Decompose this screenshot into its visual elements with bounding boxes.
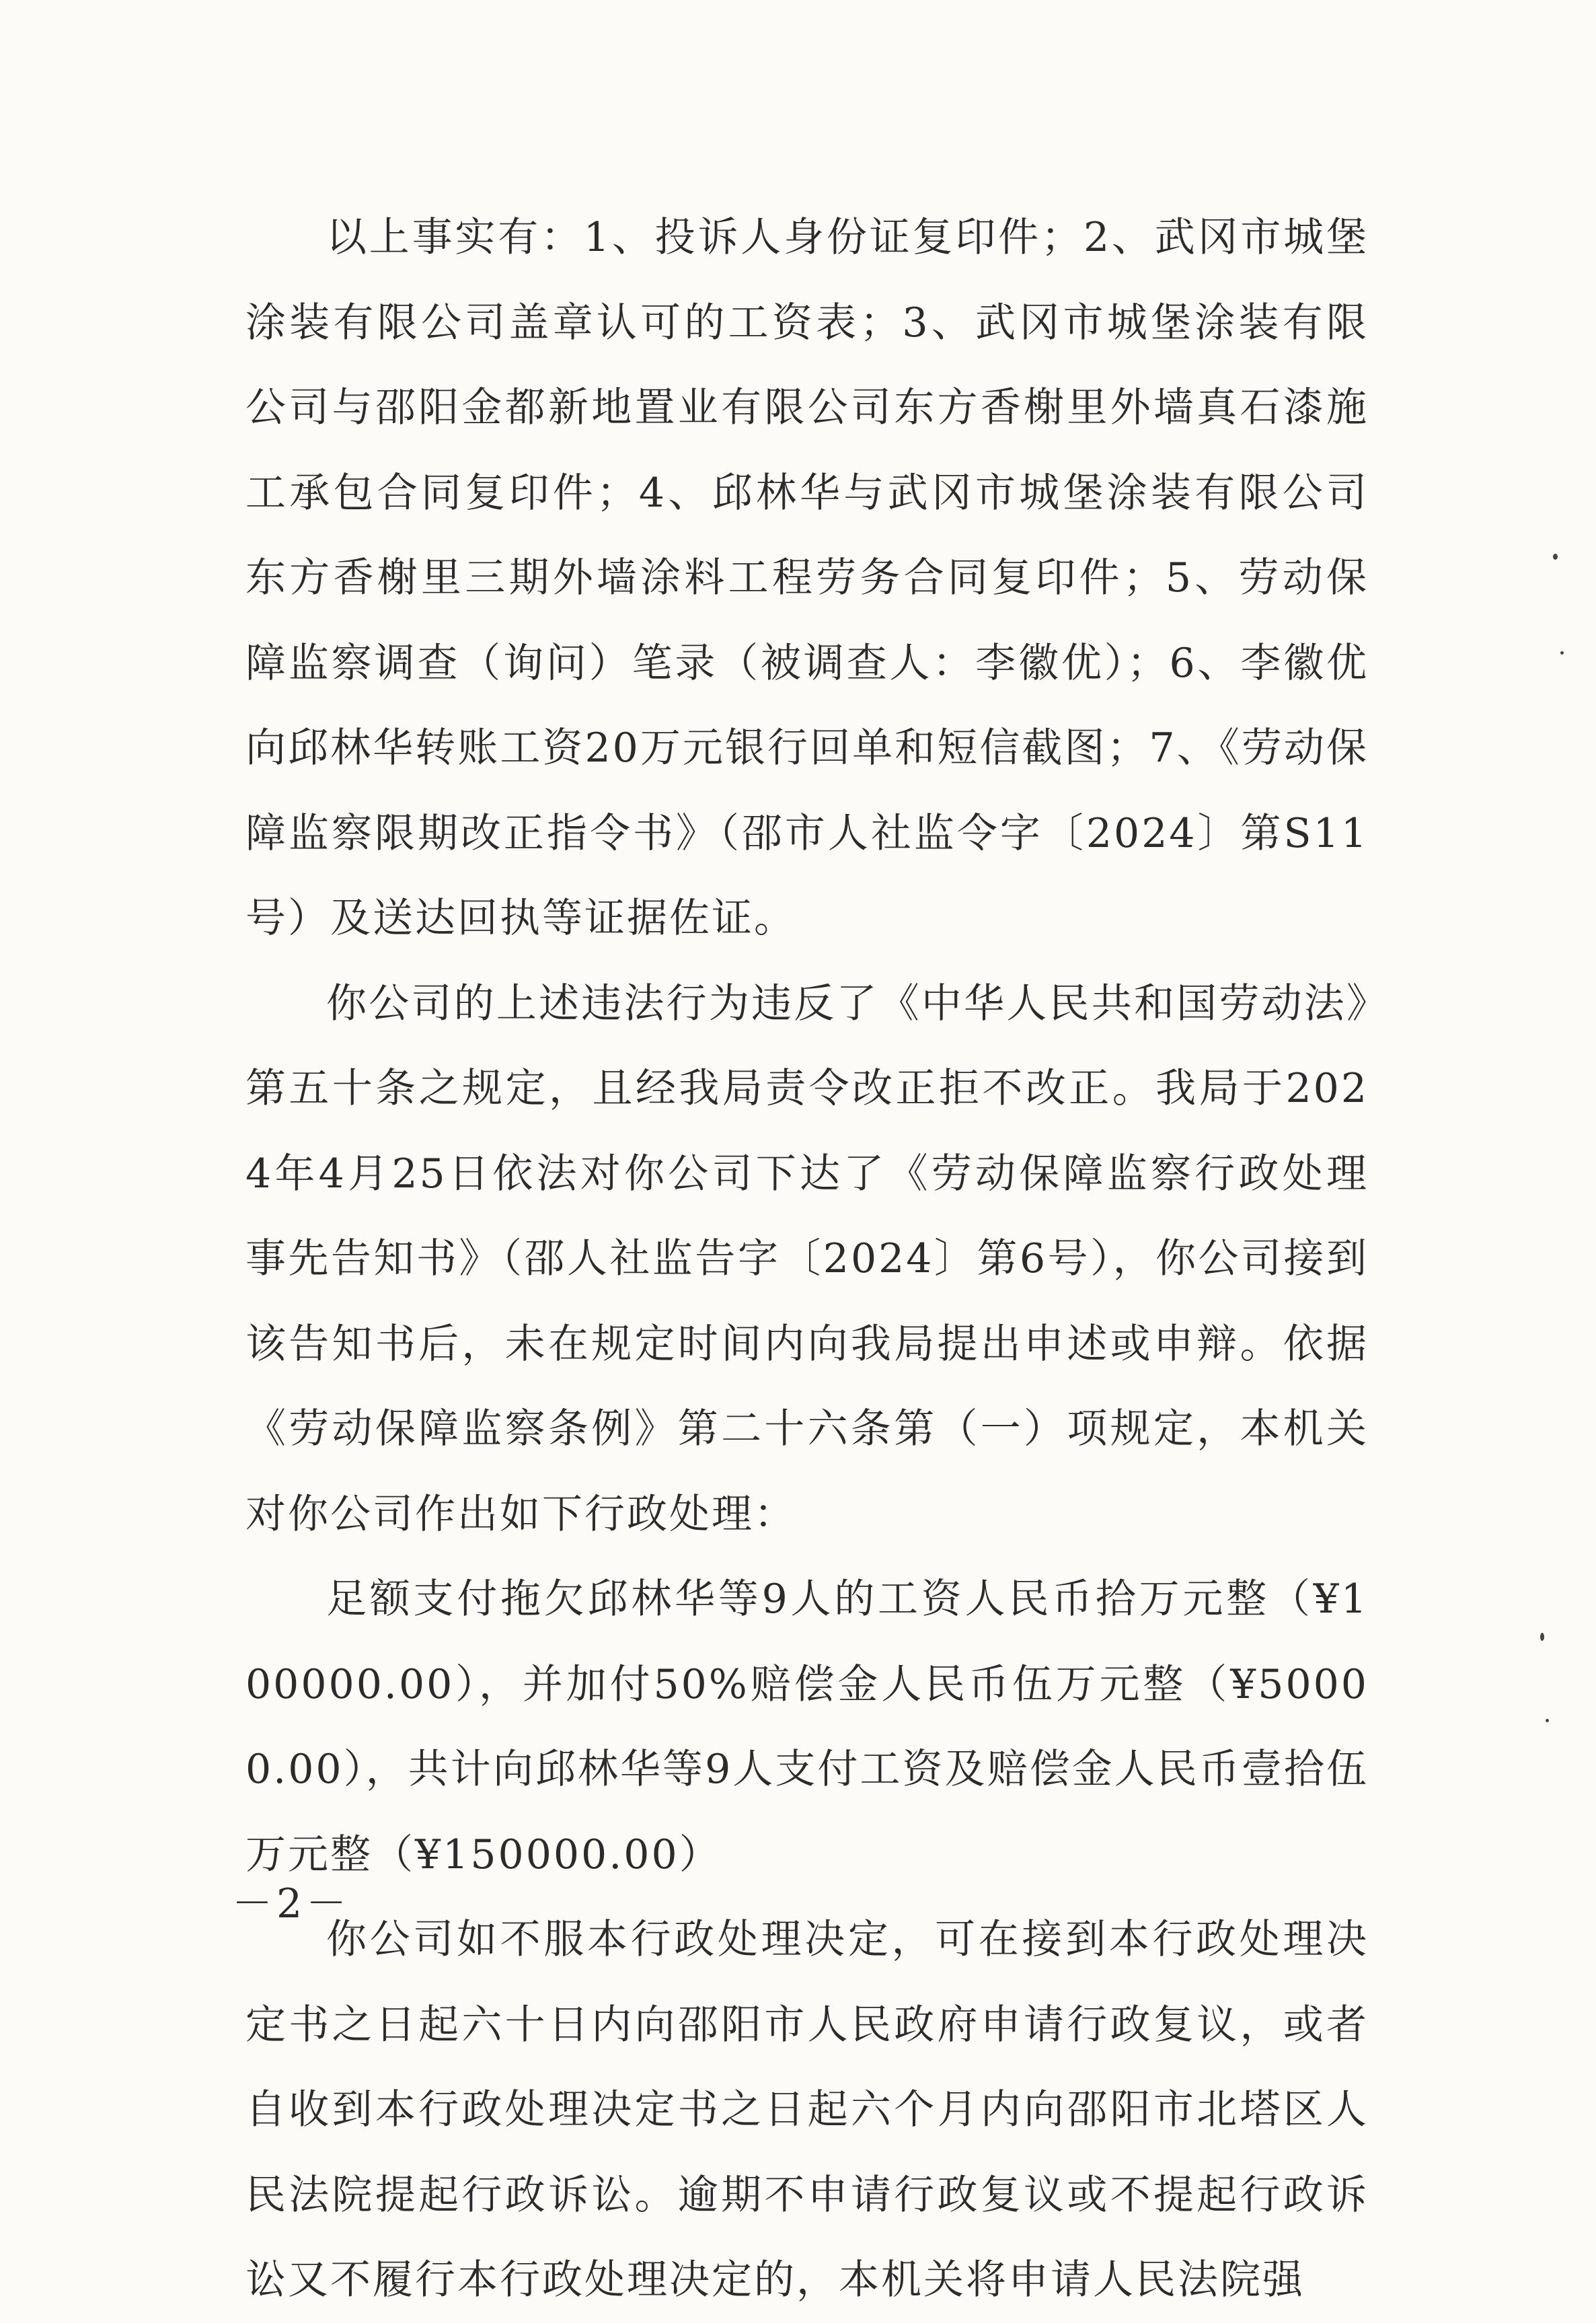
document-body	[245, 195, 1369, 2323]
violation-paragraph: 你公司的上述违法行为违反了《中华人民共和国劳动法》第五十条之规定，且经我局责令改正拒不改正。我局于2024年4月25日依法对你公司下达了《劳动保障监察行政处理事先告知书》（邵人社监告字〔2024〕第6号），你公司接到该告知书后，未在规定时间内向我局提出申述或申辩。依据《劳动保障监察条例》第二十六条第（一）项规定，本机关对你公司作出如下行政处理：	[245, 980, 1369, 1538]
scan-speck	[1553, 554, 1558, 560]
scan-speck	[1540, 1633, 1544, 1641]
appeal-paragraph: 你公司如不服本行政处理决定，可在接到本行政处理决定书之日起六十日内向邵阳市人民政府申请行政复议，或者自收到本行政处理决定书之日起六个月内向邵阳市北塔区人民法院提起行政诉讼。逾期不申请行政复议或不提起行政诉讼又不履行本行政处理决定的，本机关将申请人民法院强	[245, 1916, 1369, 2303]
decision-paragraph: 足额支付拖欠邱林华等9人的工资人民币拾万元整（¥100000.00），并加付50%赔偿金人民币伍万元整（¥50000.00），共计向邱林华等9人支付工资及赔偿金人民币壹拾伍万元整（¥150000.00）	[245, 1576, 1369, 1878]
page-number: －2－	[232, 1880, 351, 1927]
scan-speck	[1546, 1719, 1549, 1722]
scan-speck	[1560, 651, 1564, 655]
evidence-paragraph: 以上事实有：1、投诉人身份证复印件；2、武冈市城堡涂装有限公司盖章认可的工资表；3、武冈市城堡涂装有限公司与邵阳金都新地置业有限公司东方香榭里外墙真石漆施工承包合同复印件；4、邱林华与武冈市城堡涂装有限公司东方香榭里三期外墙涂料工程劳务合同复印件；5、劳动保障监察调查（询问）笔录（被调查人：李徽优）；6、李徽优向邱林华转账工资20万元银行回单和短信截图；7、《劳动保障监察限期改正指令书》（邵市人社监令字〔2024〕第S11号）及送达回执等证据佐证。	[245, 214, 1369, 942]
